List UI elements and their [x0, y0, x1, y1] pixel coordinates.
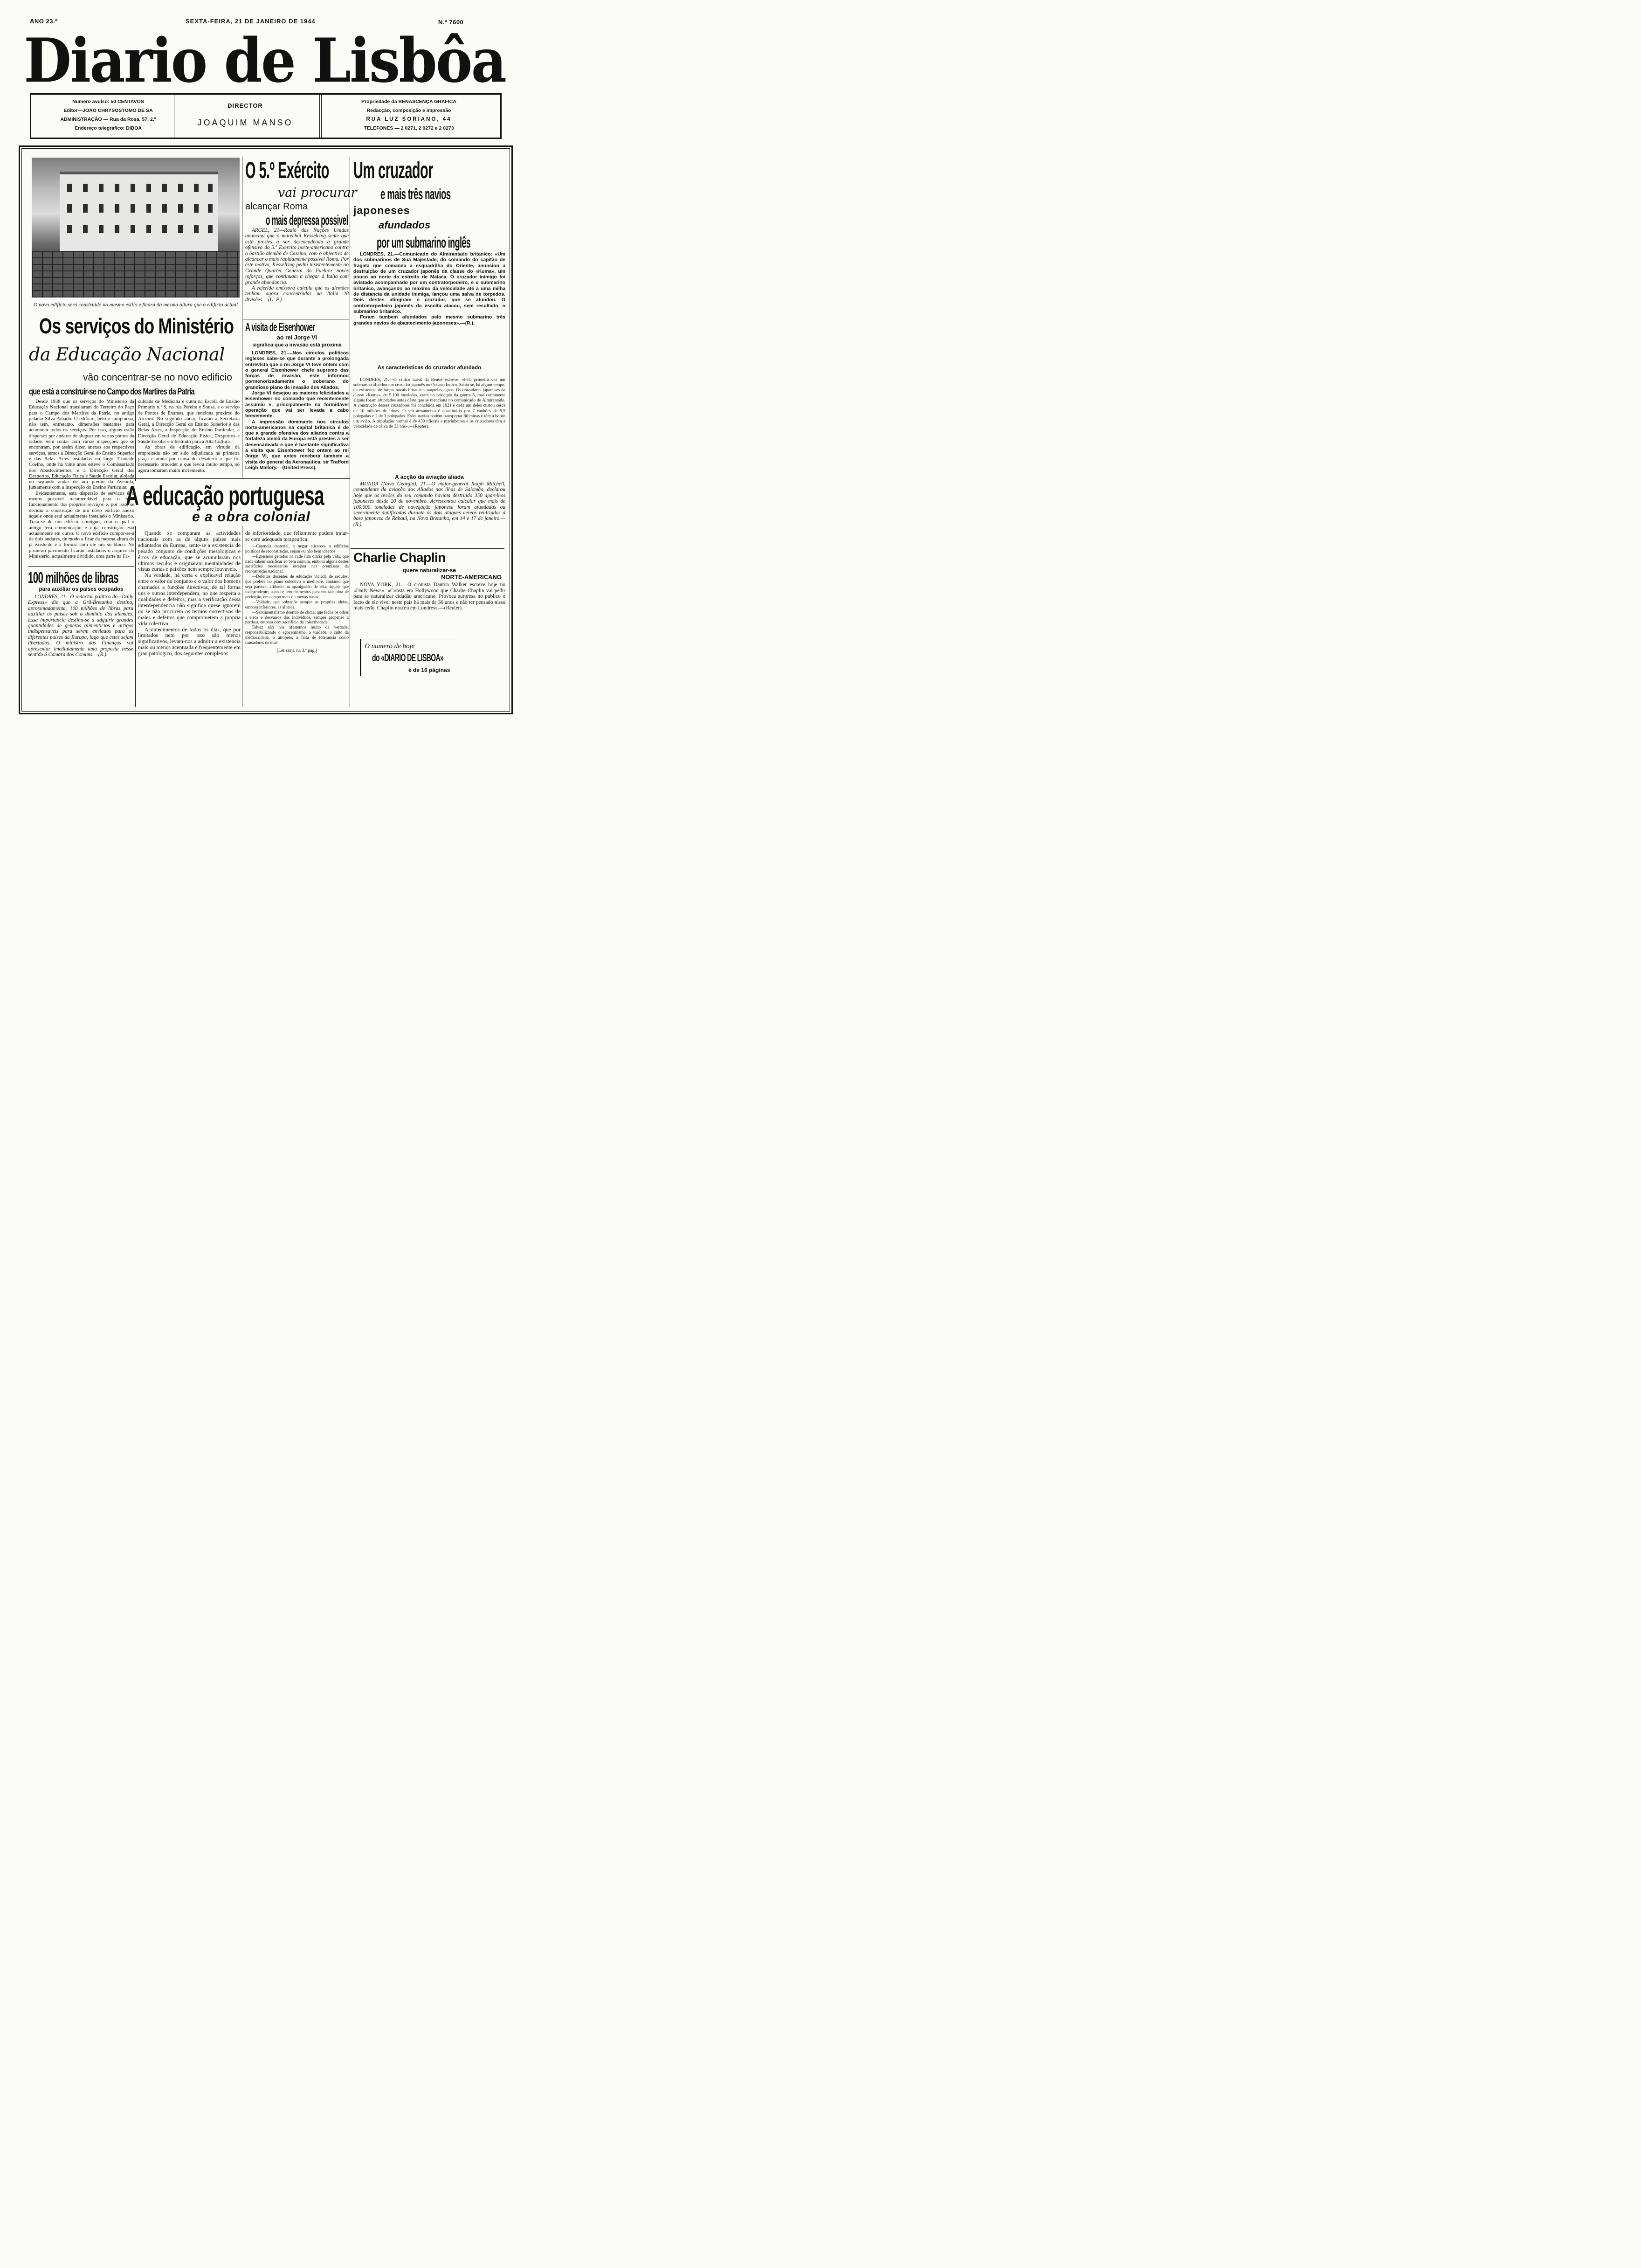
info-telegraph: Endereço telegrafico: DIBOA — [74, 125, 142, 131]
libras-subhead: para auxiliar os países ocupados — [39, 587, 124, 592]
ministerio-headline-2: da Educação Nacional — [29, 344, 225, 365]
aviacao-headline: A acção da aviação aliada — [395, 474, 464, 480]
paragraph: Jorge VI desejou as maiores felicidades a Eisenhower no comando que recentemente assumiu e, principalmente na formidavel operação que vai ser levada a cabo brevemente. — [245, 391, 349, 419]
info-left — [41, 97, 176, 133]
info-editor: Editor—JOÃO CHRYSOSTOMO DE SA — [63, 108, 153, 113]
info-address: RUA LUZ SORIANO, 44 — [366, 117, 452, 122]
paragraph: —Defeitos docentes de educação viciada de seculos, que prefere no plano colectivo o mediocre, contanto que seja parente, afilhado ou apaniguado de sêla, áquele que independente, sonha e tem elementos para realizar obra de perfeição, em campo mais ou menos vasto. — [245, 574, 349, 599]
director-label: DIRECTOR — [228, 102, 263, 109]
paragraph: Na verdade, há certa e explicavel relação entre o valor do conjunto e o valor dos homens chamados a funções directivas, de tal forma uns e outros interdependem, no que respeita a qualidades e defeitos, mas a verificação dessa interdependencia não significa quese ignorem ou se não procurem os termos correctivos de males e defeitos que comprometem a propria vida colectiva. — [138, 572, 241, 627]
info-director — [180, 101, 310, 127]
libras-body — [28, 594, 133, 657]
educacao-col-1 — [138, 531, 241, 657]
column-rule — [135, 526, 136, 707]
cruzador-subhead: As caracteristicas do cruzador afundado — [377, 365, 482, 371]
cruzador-headline-2: e mais três navios — [380, 186, 451, 202]
paragraph: MUNDA (Nova Georgia), 21.—O major-general Ralph Mitchell, comandante da aviação dos Aliados nas ilhas de Salomão, declarou hoje que os aviões do seu comando haviam destruido 350 aparelhos japoneses desde 20 de novembro. Acrescentou calcular que mais de 100.000 toneladas de navegação japonesa foram afundadas ou severamente danificadas durante os dois ataques aereos realizados á base japonesa de Rabaul, na Nova Bretanha, em 14 e 17 de janeiro.—(R.). — [353, 481, 505, 527]
info-bar — [30, 93, 502, 139]
info-administration: ADMINISTRAÇÃO — Rua da Rosa, 57, 2.º — [60, 117, 156, 122]
info-redaction: Redacção, composição e impressão — [366, 108, 451, 113]
paragraph: Evidentemente, esta dispersão de serviços é o menos possivel recomendável para o bom funcionamento dos proprios serviços e, por isso, se decidiu a construção de um novo edificio anexo áquele onde está actualmente instalado o Ministerio. Trata-se de um edificio contiguo, com o qual o antigo terá comunicação e cuja construção está actualmente em curso. O novo edificio compor-se-á de dois andares, de modo a ficar da mesma altura do já existente e a formar com ele um só bloco. No primeiro pavimento ficarão instalados o arquivo do Ministerio, actualmente dividido, uma parte na Fa- — [29, 491, 134, 560]
paragraph: Talvez não nos afastemos muito da verdade, responsabilizando o egocentrismo, a vaidade, o culto da mediocridade, o atropelo, a falta de tolerancia como causadores de mui- — [245, 625, 349, 645]
box-line-3: é de 16 páginas — [408, 667, 450, 673]
aviacao-body — [353, 481, 505, 527]
paragraph: A referida emissora calcula que os alemães tenham agora concentradas na Italia 28 divisões.—(U. P.). — [245, 285, 349, 303]
paragraph: NOVA YORK, 21.—O cronista Danton Walker escreve hoje no «Daily News»: «Consta em Hollywood que Charlie Chaplin vai pedir para se naturalizar cidadão americano. Provoca surpresa no publico o facto de ele viver neste país há mais de 30 anos e não ter pensado nisso mais cedo. Chaplin nasceu em Londres».—(Reuter). — [353, 582, 505, 611]
chaplin-headline-3: NORTE-AMERICANO — [441, 574, 502, 581]
masthead: Diario de Lisbôa — [24, 25, 505, 96]
ministerio-col-2 — [138, 399, 240, 474]
section-rule — [28, 566, 134, 567]
chaplin-body — [353, 582, 505, 611]
construction-scaffold — [32, 251, 240, 297]
ministerio-col-1 — [29, 399, 134, 560]
cruzador-body — [353, 252, 505, 326]
paragraph: Foram tambem afundados pelo mesmo submarino três grandes navios de abastecimento japoneses».—(R.). — [353, 315, 505, 326]
eisenhower-headline: A visita de Eisenhower — [245, 321, 315, 334]
paragraph: LONDRES, 21.—O critico naval da Reuter escreve: «Pela primeira vez um submarino afundou um cruzador japonês no Oceano Indico. Sabia-se, há algum tempo, da existencia de forças navais britanicas naquelas aguas. Os cruzadores japoneses da classe «Kuma», de 5.100 toneladas, eram no principio da guerra 5, mas certamente alguns foram afundados antes dêste que se menciona no comunicado do Almirantado. A construção desses cruzadores foi concluida em 1921 e cada um deles custou cêrca de 10 milhões de libras. O seu armamento é constituido por 7 canhões de 5,5 polegadas e 2 de 3 polegadas. Estes navios podem transportar 80 minas e têm a bordo um avião. A tripulação normal é de 439 oficiais e marinheiros e os cruzadores têm a velocidade de cêrca de 33 nós».—(Reuter). — [353, 378, 505, 429]
paragraph: LONDRES, 21.—Comunicado do Almirantado britanico: «Um dos submarinos de Sua Majestade, do comando do capitão de fragata que comanda a esquadrilha do Oriente, anunciou a destruição de um cruzador japonês da classe do «Kuma», um pouco ao norte do estreito de Malaca. O cruzador inimigo foi avistado acompanhado por um contratorpedeiro, e o submarino britanico, avançando ao maximo da velocidade até a uma milha de distancia da unidade inimiga, lançou uma salva de torpedos. Dois destes atingiram o cruzador, que se afundou. O contratorpedeiro japonês da escolta atacou, sem resultado, o submarino britanico. — [353, 252, 505, 314]
issue-year: ANO 23.º — [30, 18, 58, 25]
paragraph: As obras de edificação, em virtude da empreitada não ter sido adjudicada na primeira praça e ainda por causa do desaterro a que foi necessario proceder e que levou muito tempo, só agora tomaram maior incremento. — [138, 445, 240, 473]
exercito-body — [245, 228, 349, 303]
eisenhower-headline-3: significa que a invasão está proxima — [252, 342, 342, 348]
cruzador-headline: Um cruzador — [353, 157, 433, 183]
paragraph: A impressão dominante nos circulos norte-americanos na capital britanica é de que a grande ofensiva dos aliados contra a fortaleza alemã da Europa está prestes a ser desencadeada e que é bastante significativa a visita que Eisenhower fez ontem ao rei Jorge VI, que antes recebera tambem a visita do general da Aeronautica, sir Trafford Leigh Mallory.—(United Press). — [245, 419, 349, 470]
cruzador-headline-4: afundados — [379, 219, 431, 231]
chaplin-headline-2: quere naturalizar-se — [402, 567, 456, 574]
paragraph: culdade de Medicina e outra na Escola de Ensino Primario n.º 9, na rua Pereira e Sousa, e o serviço de Pontos de Exames, que funciona proximo do Arceiro. No segundo andar, ficarão a Secretaria Geral, a Direcção Geral do Ensino Superior e das Belas Artes, a Inspecção do Ensino Particular, a Direcção Geral de Educação Fisica, Desportos e Saude Escolar e o Instituto para a Alta Cultura. — [138, 399, 240, 445]
exercito-headline-4: o mais depressa possivel — [266, 213, 348, 228]
paragraph: —Egoismos gerados na rude luta diaria pela vida, que nada sabem sacrificar ao bem comum, embora alguns destes sacrificios necessarios estejam nas premissas da reconstrução nacional. — [245, 553, 349, 574]
educacao-headline-2: e a obra colonial — [192, 509, 310, 525]
ministerio-headline-4: que está a construir-se no Campo dos Martires da Patria — [29, 387, 194, 397]
paragraph: —Sentimentalismo doentio de clima, que fecha os olhos a erros e desvairos dos individuos, sempre propenso a perdoar, embora com sacrificio da colectividade. — [245, 609, 349, 625]
exercito-headline: O 5.º Exército — [245, 157, 329, 183]
paragraph: Acontecimentos de todos os dias, que por limitados nem por isso são menos significativos, levam-nos a admitir a existencia mais ou menos acentuada e frequentemente em grau patologico, dos seguintes complexos — [138, 626, 241, 657]
building-facade — [60, 172, 218, 251]
paragraph: —Vaidade, que sobrepõe sempre as proprias ideias, embora inferiores, ás alheias. — [245, 599, 349, 609]
section-rule — [351, 548, 504, 549]
photo-caption: O novo edificio será construido no mesmo estilo e ficará da mesma altura que o edificio actual — [33, 302, 238, 308]
cruzador-body-2 — [353, 378, 505, 429]
exercito-headline-3: alcançar Roma — [245, 201, 308, 212]
continuation-note: (Lêr cont. na 3.ª pag.) — [276, 648, 317, 653]
box-line-2: do «DIARIO DE LISBOA» — [372, 652, 444, 664]
eisenhower-headline-2: ao rei Jorge VI — [276, 334, 317, 341]
info-divider — [174, 95, 176, 138]
paragraph: —Carencia material, a negar alicerces a edificios politicos de reconstrução, sejam ou não bem ideados. — [245, 543, 349, 553]
issue-date: SEXTA-FEIRA, 21 DE JANEIRO DE 1944 — [186, 18, 316, 25]
exercito-headline-2: vai procurar — [278, 186, 357, 200]
educacao-col-2 — [245, 531, 349, 653]
paragraph: Desde 1938 que os serviços do Ministerio da Educação Nacional transitaram do Terreiro do Paço para o Campo dos Martires da Patria, no antigo palacio Silva Amado. O edificio, belo e sumptuoso, não tem, entretanto, dimensões bastantes para acomodar todos os serviços. Por isso, alguns estão dispersos por andares de aluguer em varios pontos da cidade. Sem contar com varias inspecções que se encontram, por assim dizer, anexas aos respectivos serviços, temos a Direcção Geral do Ensino Superior e das Belas Artes instaladas no largo Trindade Coelho, onde há vinte anos esteve o Comissariado dos Abastecimentos, e a Direcção Geral dos Desportos, Educação Fisica e Saude Escolar, alojada no segundo andar de um predio da Avenida, juntamente com a Inspecção do Ensino Particular. — [29, 399, 134, 491]
paragraph: Quando se comparam as actividades nacionais com as de alguns países mais adiantados da Europa, sente-se a existencia de pesado conjunto de condições mesologicas e êrros de educação, que se acumularam nos ultimos seculos e originaram mentalidades de vistas curtas e paixões nem sempre louvaveis. — [138, 530, 241, 573]
paragraph: de inferioridade, que felizmente podem tratar-se com adequada terapeutica: — [245, 530, 349, 542]
info-price: Numero avulso: 50 CENTAVOS — [72, 99, 144, 104]
chaplin-headline: Charlie Chaplin — [353, 550, 446, 565]
building-photo — [32, 158, 240, 297]
libras-headline: 100 milhões de libras — [28, 569, 118, 586]
info-right — [325, 97, 493, 133]
info-owner: Propriedade da RENASCENÇA GRAFICA — [361, 99, 456, 104]
paragraph: LONDRES, 21—O redactor politico do «Daily Express» diz que a Grã-Bretanha destina, aproximadamente, 100 milhões de libras para auxiliar os paises sob o dominio dos alemães. Essa importancia destina-se a adquirir grandes quantidades de generos alimenticios e artigos indispensaveis para serem enviados para os diferentes paises da Europa, logo que estes sejam libertados. O ministro das Finanças vai apresentar imediatamente uma proposta nesse sentido á Camara dos Comuns.—(R.). — [28, 594, 133, 658]
issue-number: N.º 7600 — [438, 19, 464, 26]
cruzador-headline-5: por um submarino inglês — [377, 234, 471, 251]
box-line-1: O numero de hoje — [365, 643, 415, 650]
educacao-headline: A educação portuguesa — [126, 481, 324, 511]
info-phones: TELEFONES — 2 0271, 2 0272 e 2 0273 — [364, 125, 454, 131]
paragraph: LONDRES, 21.—Nos circulos politicos ingleses sabe-se que durante a prolongada entrevista que o rei Jorge VI teve ontem com o general Eisenhower chefe supremo das forças de invasão, este informou pormenorizadamente o soberano do grandioso plano de invasão dos Aliados. — [245, 351, 349, 390]
eisenhower-body — [245, 351, 349, 471]
ministerio-headline: Os serviços do Ministério — [39, 314, 234, 338]
cruzador-headline-3: japoneses — [353, 204, 410, 216]
paragraph: ARGEL, 21—Radio das Nações Unidas anunciou que o marechal Kesselring sente que está prestes a ser desencadeada a grande ofensiva do 5.º Exercito norte-americano contra o bastião alemão de Cassino, com o objectivo de alcançar o mais rapidamente possivel Roma. Por este motivo, Kesselring pediu insistentemente ao Grande Quartel General do Fuehrer novos reforços, que continuam a chegar á Italia com grande abundancia. — [245, 228, 349, 285]
ministerio-headline-3: vão concentrar-se no novo edificio — [83, 372, 232, 383]
director-name: JOAQUIM MANSO — [197, 118, 293, 127]
info-divider — [319, 95, 322, 138]
column-rule — [135, 399, 136, 481]
